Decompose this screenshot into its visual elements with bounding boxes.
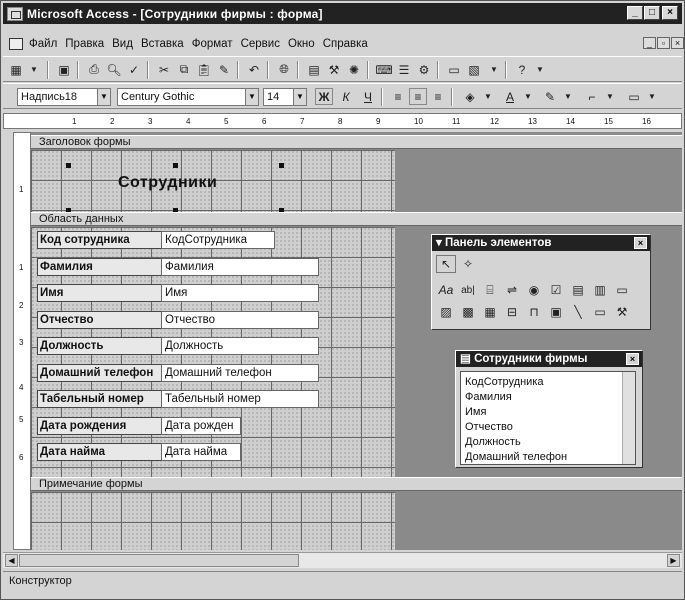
command-button-icon[interactable]: ▭ [616,283,628,297]
hyperlink-icon[interactable]: 🌐︎ [279,62,289,76]
font-color-dropdown-icon[interactable]: ▼ [524,92,532,101]
title-bar [3,3,682,24]
checkbox-icon[interactable]: ☑ [550,283,562,297]
field-list-title: Сотрудники фирмы [474,353,588,365]
field-list[interactable] [460,371,636,465]
cut-icon[interactable]: ✂ [158,62,170,77]
field-label[interactable]: Отчество [37,311,165,329]
field-list-item[interactable]: Имя [465,406,487,418]
italic-button[interactable]: К [342,89,350,104]
new-object-icon[interactable]: ▧ [468,62,480,77]
field-label[interactable]: Фамилия [37,258,165,276]
database-window-icon[interactable]: ▭ [448,62,460,77]
ruler-tick-label: 1 [72,117,77,126]
ruler-tick-label: 5 [224,117,229,126]
code-icon[interactable]: ⌨ [375,62,393,77]
menu-tools[interactable]: Сервис [240,38,280,50]
maximize-button[interactable]: □ [644,6,660,20]
minimize-button[interactable]: _ [627,6,643,20]
copy-icon[interactable]: ⧉ [179,62,189,76]
fill-color-dropdown-icon[interactable]: ▼ [484,92,492,101]
vruler-tick-label: 1 [19,263,24,272]
field-list-item[interactable]: Отчество [465,421,513,433]
ruler-tick-label: 14 [566,117,575,126]
ruler-tick-label: 12 [490,117,499,126]
subform-icon[interactable]: ▣ [550,305,562,319]
more-controls-icon[interactable]: ⚒ [616,305,628,319]
field-control[interactable]: Дата найма [161,443,241,461]
view-icon[interactable]: ▦ [10,62,22,77]
font-dropdown-icon[interactable]: ▼ [245,88,259,106]
label-tool-icon[interactable]: Aa [438,283,454,297]
ruler-tick-label: 7 [300,117,305,126]
rectangle-tool-icon[interactable]: ▭ [594,305,606,319]
textbox-tool-icon[interactable]: ab| [461,284,475,296]
option-group-icon[interactable]: ⌸ [486,282,494,297]
field-control[interactable]: Фамилия [161,258,319,276]
paste-icon[interactable]: 📋︎ [196,62,212,77]
control-wizards-icon[interactable]: ✧ [462,257,474,271]
new-object-dropdown-icon[interactable]: ▼ [490,65,498,74]
field-label[interactable]: Дата найма [37,443,165,461]
menu-edit[interactable]: Правка [65,38,105,50]
vruler-tick-label: 4 [19,383,24,392]
image-tool-icon[interactable]: ▨ [440,305,452,319]
autoformat-icon[interactable]: ✺ [348,62,360,77]
doc-close-button[interactable]: × [671,37,684,49]
vruler-tick-label: 2 [19,301,24,310]
form-footer-grid[interactable] [31,492,395,550]
scroll-left-icon[interactable]: ◀ [5,554,18,567]
field-list-item[interactable]: Должность [465,436,521,448]
status-text: Конструктор [9,575,72,587]
field-label[interactable]: Имя [37,284,165,302]
section-header-label: Заголовок формы [39,136,131,148]
scroll-thumb[interactable] [19,554,299,567]
ruler-tick-label: 6 [262,117,267,126]
underline-button[interactable]: Ч [364,89,372,104]
toolbox-panel [431,234,651,330]
window-title: Microsoft Access - [Сотрудники фирмы : форма] [27,6,323,21]
toggle-button-icon[interactable]: ⇌ [506,283,518,297]
field-list-scrollbar[interactable] [622,372,635,464]
vruler-tick-label: 3 [19,338,24,347]
fill-color-icon[interactable]: ◈ [465,89,475,104]
vruler-tick-label: 6 [19,453,24,462]
page-break-icon[interactable]: ⊟ [506,305,518,319]
field-control[interactable]: Имя [161,284,319,302]
build-icon[interactable]: ⚙ [418,62,430,77]
field-list-title-icon: ▤ [460,353,471,365]
field-label[interactable]: Домашний телефон [37,364,165,382]
font-color-icon[interactable]: A [505,89,514,104]
object-select[interactable]: Надпись18 [17,88,97,106]
form-header-grid[interactable] [31,150,395,212]
special-effect-dropdown-icon[interactable]: ▼ [648,92,656,101]
field-list-item[interactable]: Фамилия [465,391,512,403]
ruler-tick-label: 4 [186,117,191,126]
size-dropdown-icon[interactable]: ▼ [293,88,307,106]
vruler-tick-label: 1 [19,185,24,194]
horizontal-scrollbar[interactable] [3,552,682,568]
ruler-tick-label: 2 [110,117,115,126]
field-control[interactable]: КодСотрудника [161,231,275,249]
field-list-panel [455,350,643,468]
toolbox-title: Панель элементов [444,237,552,249]
unbound-frame-icon[interactable]: ▩ [462,305,474,319]
view-dropdown-icon[interactable]: ▼ [30,65,38,74]
line-width-icon[interactable]: ⌐ [588,89,596,104]
align-right-icon[interactable]: ≡ [434,89,442,104]
field-list-title-bar[interactable] [456,351,642,367]
format-painter-icon[interactable]: ✎ [218,62,230,77]
field-label[interactable]: Дата рождения [37,417,165,435]
form-design-area [31,132,682,550]
tab-control-icon[interactable]: ⊓ [529,305,539,319]
document-icon[interactable] [9,38,23,50]
menu-format[interactable]: Формат [191,38,233,50]
field-list-close-button[interactable]: × [626,353,639,365]
menu-help[interactable]: Справка [322,38,368,50]
align-left-icon[interactable]: ≡ [394,89,402,104]
access-app-icon[interactable] [7,7,23,21]
bold-button[interactable]: Ж [315,88,333,105]
toolbox-close-button[interactable]: × [634,237,647,249]
ruler-tick-label: 16 [642,117,651,126]
line-color-icon[interactable]: ✎ [544,89,556,104]
menu-insert[interactable]: Вставка [140,38,184,50]
field-control[interactable]: Должность [161,337,319,355]
help-dropdown-icon[interactable]: ▼ [536,65,544,74]
section-detail-label: Область данных [39,213,124,225]
form-title-label[interactable]: Сотрудники [118,174,218,191]
status-bar [3,571,682,589]
menu-bar [3,34,682,54]
bound-frame-icon[interactable]: ▦ [484,305,496,319]
ruler-tick-label: 13 [528,117,537,126]
ruler-tick-label: 15 [604,117,613,126]
close-button[interactable]: × [662,6,678,20]
properties-icon[interactable]: ☰ [398,62,410,77]
vruler-tick-label: 5 [19,415,24,424]
help-icon[interactable]: ? [518,62,526,77]
horizontal-ruler [3,113,682,129]
field-label[interactable]: Табельный номер [37,390,165,408]
field-label[interactable]: Код сотрудника [37,231,165,249]
ruler-tick-label: 9 [376,117,381,126]
section-footer-bar[interactable] [31,477,682,491]
doc-minimize-button[interactable]: _ [643,37,656,49]
print-icon[interactable]: ⎙ [89,62,99,76]
section-header-bar[interactable] [31,135,682,149]
scroll-right-icon[interactable]: ▶ [667,554,680,567]
list-box-icon[interactable]: ▥ [594,283,606,297]
vertical-ruler [13,132,31,550]
undo-icon[interactable]: ↶ [248,62,260,77]
section-footer-label: Примечание формы [39,478,143,490]
combo-box-icon[interactable]: ▤ [572,283,584,297]
save-icon[interactable]: ▣ [58,62,70,77]
line-color-dropdown-icon[interactable]: ▼ [564,92,572,101]
field-list-icon[interactable]: ▤ [308,62,320,77]
font-size-select[interactable]: 14 [263,88,293,106]
toolbox-title-bar[interactable]: ▾ Панель элементов × [432,235,650,251]
field-list-item[interactable]: КодСотрудника [465,376,544,388]
print-preview-icon[interactable]: 🔍︎ [106,62,122,77]
doc-restore-button[interactable]: ▫ [657,37,670,49]
spelling-icon[interactable]: ✓ [128,62,140,77]
menu-view[interactable]: Вид [112,38,133,50]
menu-file[interactable]: Файл [29,38,58,50]
field-control[interactable]: Табельный номер [161,390,319,408]
menu-window[interactable]: Окно [287,38,315,50]
align-center-icon[interactable]: ≡ [409,88,427,105]
ruler-tick-label: 11 [452,117,461,126]
ruler-tick-label: 3 [148,117,153,126]
line-width-dropdown-icon[interactable]: ▼ [606,92,614,101]
field-label[interactable]: Должность [37,337,165,355]
option-button-icon[interactable]: ◉ [528,283,540,297]
field-list-item[interactable]: Домашний телефон [465,451,568,463]
toolbox-icon[interactable]: ⚒ [328,62,340,77]
font-select[interactable]: Century Gothic [117,88,245,106]
detail-grid[interactable] [31,227,395,479]
field-control[interactable]: Домашний телефон [161,364,319,382]
object-dropdown-icon[interactable]: ▼ [97,88,111,106]
special-effect-icon[interactable]: ▭ [628,89,640,104]
ruler-tick-label: 10 [414,117,423,126]
select-objects-icon[interactable]: ↖ [436,255,456,273]
ruler-tick-label: 8 [338,117,343,126]
section-detail-bar[interactable] [31,212,682,226]
field-control[interactable]: Отчество [161,311,319,329]
line-tool-icon[interactable]: ╲ [574,305,582,319]
formatting-toolbar [3,83,682,109]
field-control[interactable]: Дата рожден [161,417,241,435]
standard-toolbar [3,56,682,82]
